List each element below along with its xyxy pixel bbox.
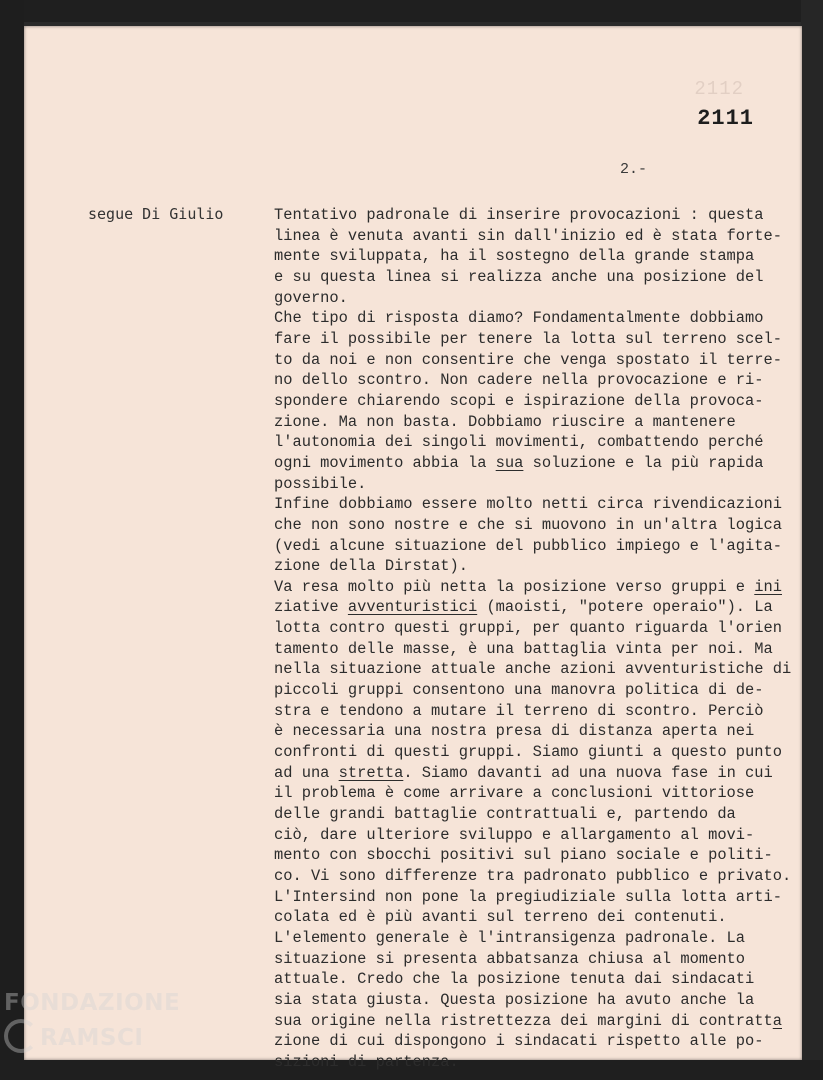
body-line: Tentativo padronale di inserire provocazioni : questa [274,206,764,224]
underlined-word: a [772,1011,782,1030]
watermark-logo [4,988,180,1054]
body-line: sizioni di partenza. [274,1052,459,1071]
body-line: linea è venuta avanti sin dall'inizio ed è stata forte- [274,226,782,245]
body-line: (vedi alcune situazione del pubblico impiego e l'agita- [274,536,782,555]
speaker-label: segue Di Giulio [88,205,224,223]
body-line: attuale. Credo che la posizione tenuta dai sindacati [274,970,755,989]
body-line: situazione si presenta abbatsanza chiusa al momento [274,949,746,968]
watermark-g-icon [4,1019,38,1053]
body-line: zione della Dirstat). [274,557,468,576]
watermark-line-2: RAMSCI [40,1025,144,1051]
body-line: ogni movimento abbia la sua soluzione e la più rapida [274,453,764,472]
body-line: zione di cui dispongono i sindacati rispetto alle po- [274,1032,764,1051]
body-line: è necessaria una nostra presa di distanza aperta nei [274,722,755,741]
body-line: L'Intersind non pone la pregiudiziale sulla lotta arti- [274,887,782,906]
body-line: confronti di questi gruppi. Siamo giunti a questo punto [274,743,782,762]
body-line: fare il possibile per tenere la lotta sul terreno scel- [274,329,782,348]
scan-border-left [0,0,24,1080]
body-line: mento con sbocchi positivi sul piano sociale e politi- [274,846,773,865]
body-line: zione. Ma non basta. Dobbiamo riuscire a mantenere [274,412,736,431]
body-line: spondere chiarendo scopi e ispirazione della provoca- [274,391,764,410]
underlined-word: stretta [338,763,404,782]
sheet-number: 2.- [620,161,648,178]
body-line: Che tipo di risposta diamo? Fondamentalmente dobbiamo [274,309,764,328]
underlined-word: sua [495,453,524,472]
body-line: to da noi e non consentire che venga spostato il terre- [274,350,782,369]
body-line: ad una stretta. Siamo davanti ad una nuova fase in cui [274,763,773,782]
body-line: Infine dobbiamo essere molto netti circa rivendicazioni [274,495,782,514]
body-line: piccoli gruppi consentono una manovra politica di de- [274,681,764,700]
underlined-word: avventuristici [347,598,478,617]
body-line: delle grandi battaglie contrattuali e, partendo da [274,805,736,824]
body-line: L'elemento generale è l'intransigenza padronale. La [274,928,746,947]
ghost-page-number: 2112 [694,78,744,100]
scan-border-top [0,0,823,22]
body-line: ziative avventuristici (maoisti, "potere operaio"). La [274,598,773,617]
body-line: e su questa linea si realizza anche una posizione del [274,267,764,286]
page-number: 2111 [697,106,754,131]
document-page [24,26,802,1071]
body-line: tamento delle masse, è una battaglia vinta per noi. Ma [274,639,773,658]
body-line: sua origine nella ristrettezza dei margini di contratta [274,1011,782,1030]
body-line: governo. [274,288,348,307]
watermark-line-1: FONDAZIONE [4,990,181,1016]
body-line: stra e tendono a mutare il terreno di scontro. Perciò [274,701,764,720]
body-text [274,205,804,1073]
body-line: l'autonomia dei singoli movimenti, combattendo perché [274,433,764,452]
body-line: lotta contro questi gruppi, per quanto riguarda l'orien [274,619,782,638]
scan-border-right [801,0,823,1080]
body-line: co. Vi sono differenze tra padronato pubblico e privato. [274,867,792,885]
body-line: il problema è come arrivare a conclusioni vittoriose [274,784,755,803]
body-line: che non sono nostre e che si muovono in un'altra logica [274,515,782,534]
body-line: nella situazione attuale anche azioni avventuristiche di [274,660,792,679]
body-line: sia stata giusta. Questa posizione ha avuto anche la [274,990,755,1009]
body-line: ciò, dare ulteriore sviluppo e allargamento al movi- [274,825,755,844]
body-line: Va resa molto più netta la posizione verso gruppi e ini [274,577,782,596]
body-line: no dello scontro. Non cadere nella provocazione e ri- [274,371,764,390]
underlined-word: ini [754,577,782,596]
body-line: possibile. [274,474,367,493]
body-line: mente sviluppata, ha il sostegno della grande stampa [274,247,755,266]
body-line: colata ed è più avanti sul terreno dei contenuti. [274,908,727,927]
